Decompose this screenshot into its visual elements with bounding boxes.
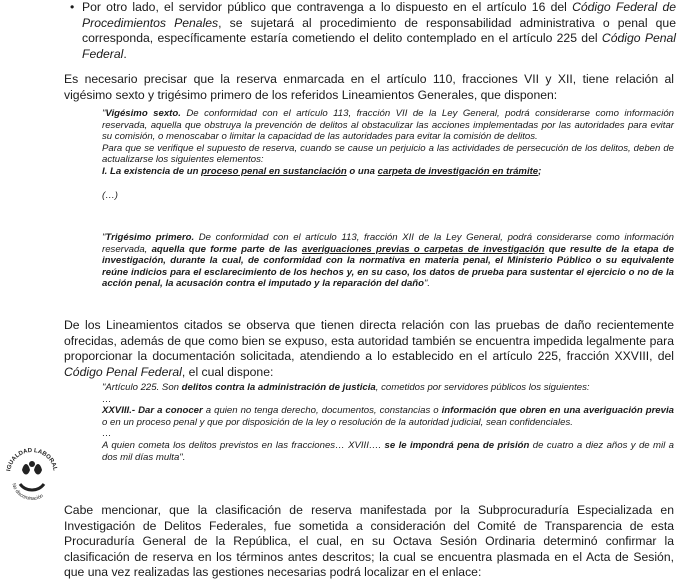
quote-trigesimo-primero (102, 232, 674, 290)
quote3-l2-bold2: información que obren en una averiguación previa (441, 405, 674, 417)
bullet-text-2: , se sujetará al procedimiento de responsabilidad administrativa o penal que corresponda, específicamente estaría cometiendo el delito contemplado en el artículo 225 del (82, 15, 676, 45)
quote2-bold1: aquella que forme parte de las (151, 243, 302, 255)
quote2-bold2: que resulte de la etapa de investigación, durante la cual, de conformidad con la normativa en materia penal, el Ministerio Público o su equivalente reúne indicios para el esclarecimiento de los hechos y, en su caso, los datos de prueba para sustentar el ejercicio o no de la acción penal, la acusación contra el imputado y la reparación del daño (102, 243, 674, 290)
quote3-l2-text2: o en un proceso penal y que por disposición de la ley o resolución de la autoridad judicial, sean confidenciales. (102, 416, 573, 428)
quote3-l1-pre: "Artículo 225. Son (102, 382, 182, 393)
bullet-text-3: . (123, 46, 127, 61)
bullet-italic-2: Código Penal Federal (82, 31, 676, 61)
quote3-l2-text1: a quien no tenga derecho, documentos, constancias o (202, 405, 442, 417)
bullet-text-1: Por otro lado, el servidor público que contravenga a lo dispuesto en el artículo 16 del (82, 0, 573, 14)
quote3-l3-bold: se le impondrá pena de prisión (384, 439, 530, 451)
quote1-open: " (102, 108, 106, 119)
quote1-item-pre: I. La existencia de un (102, 165, 202, 177)
quote-vigesimo-sexto (102, 108, 674, 201)
quote1-text2: Para que se verifique el supuesto de reserva, cuando se cause un perjuicio a las actividades de persecución de los delitos, deben de actualizarse los siguientes elementos: (102, 142, 674, 166)
quote2-close: ". (424, 278, 431, 290)
quote3-l1-bold: delitos contra la administración de justicia (181, 382, 376, 393)
quote1-ellipsis: (…) (102, 189, 118, 201)
para2-italic: Código Penal Federal (64, 364, 182, 379)
seal-text-top: IGUALDAD LABORAL (6, 447, 58, 472)
quote3-l1-post: , cometidos por servidores públicos los siguientes: (375, 382, 590, 393)
quote2-open: " (102, 232, 106, 243)
quote3-dots1: … (102, 393, 112, 405)
quote3-l3-post: de cuatro a diez años y de mil a dos mil días multa". (102, 439, 675, 463)
paragraph-lineamientos-analysis (64, 318, 674, 380)
svg-text:IGUALDAD LABORAL (6, 448, 58, 472)
quote3-l3-pre: A quien cometa los delitos previstos en las fracciones… XVIII…. (102, 439, 385, 451)
quote2-heading: Trigésimo primero. (105, 232, 195, 243)
paragraph-comite-transparencia: Cabe mencionar, que la clasificación de reserva manifestada por la Subprocuraduría Especializada en Investigación de Delitos Federales, fue sometida a consideración del Comité de Transparencia de esta Procuraduría General de la República, el cual, en su Octava Sesión Ordinaria determinó confirmar la clasificación de reserva en los términos antes descritos; la cual se encuentra plasmada en el Acta de Sesión, que una vez realizadas las gestiones necesarias podrá localizar en el enlace: (64, 503, 674, 579)
paragraph-lineamientos-intro: Es necesario precisar que la reserva enmarcada en el artículo 110, fracciones VII y XII, tiene relación al vigésimo sexto y trigésimo primero de los referidos Lineamientos Generales, que disponen: (64, 72, 674, 102)
para2-post: , el cual dispone: (181, 364, 274, 379)
quote1-item-end: ; (538, 165, 542, 177)
quote1-item-u2: carpeta de investigación en trámite (377, 165, 539, 177)
igualdad-laboral-seal-icon (4, 440, 60, 512)
svg-text:No discriminación (10, 483, 44, 502)
seal-text-bottom: No discriminación (10, 482, 45, 503)
quote1-text1: De conformidad con el artículo 113, fracción VII de la Ley General, podrá considerarse como información reservada, aquella que obstruya la prevención de delitos al obstaculizar las acciones implementadas por las autoridades para evitar su comisión, o menoscabar o limitar la capacidad de las autoridades para evitar la comisión de delitos. (102, 108, 674, 143)
quote1-item-mid: o una (346, 165, 378, 177)
quote-articulo-225 (102, 382, 674, 463)
para2-text: De los Lineamientos citados se observa que tienen directa relación con las pruebas de daño recientemente ofrecidas, además de que como bien se expuso, esta autoridad también se encuentra impedida legalmente para proporcionar la documentación solicitada, atendiendo a lo establecido en el artículo 225, fracción XXVIII, del (64, 318, 674, 363)
quote1-item-u1: proceso penal en sustanciación (201, 165, 347, 177)
quote2-text1: De conformidad con el artículo 113, fracción XII de la Ley General, podrá considerarse como información reservada, (102, 232, 674, 255)
quote1-heading: Vigésimo sexto. (105, 108, 181, 119)
bullet-paragraph (70, 0, 677, 62)
bullet-italic-1: Código Federal de Procedimientos Penales (82, 0, 677, 30)
quote3-dots2: … (102, 428, 112, 440)
bullet-dot: • (70, 0, 75, 14)
quote3-l2-bold1: XXVIII.- Dar a conocer (102, 405, 203, 417)
quote2-underline: averiguaciones previas o carpetas de investigación (301, 243, 545, 255)
